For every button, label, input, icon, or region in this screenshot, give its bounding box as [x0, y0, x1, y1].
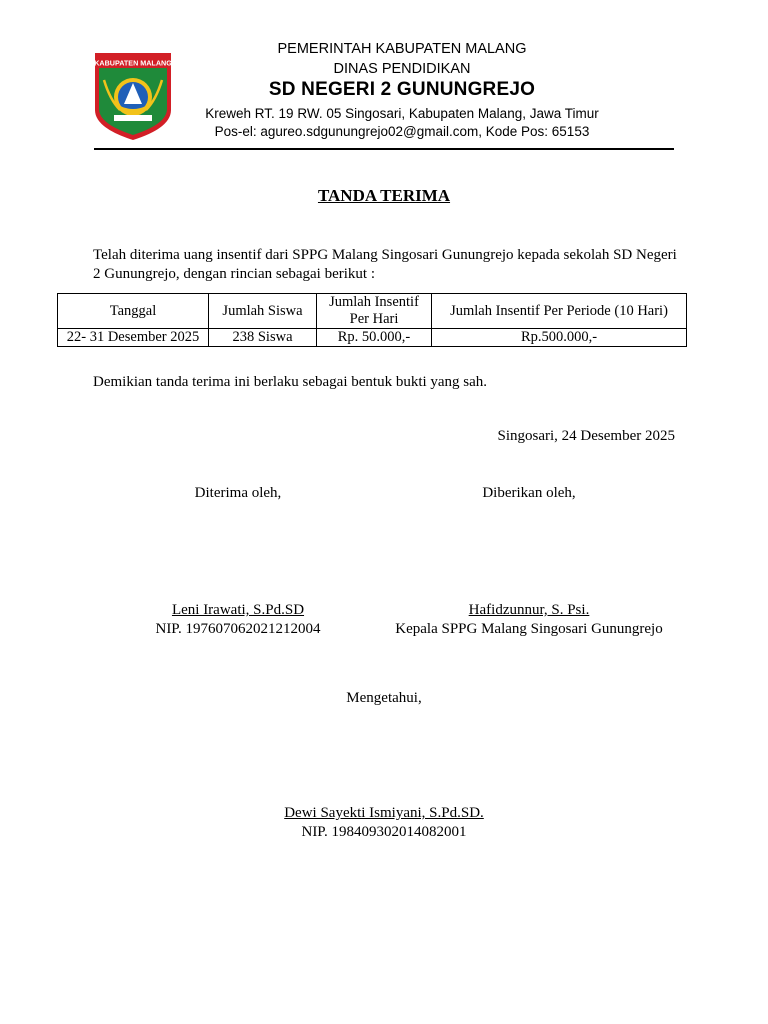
- giver-caption: Diberikan oleh,: [482, 485, 576, 501]
- cell-date: 22- 31 Desember 2025: [58, 329, 209, 347]
- svg-text:KABUPATEN MALANG: KABUPATEN MALANG: [94, 58, 172, 68]
- table-row: [58, 329, 687, 347]
- column-header-daily-incentive: Jumlah Insentif Per Hari: [317, 294, 432, 329]
- detail-table: [57, 293, 687, 347]
- acknowledger-nip: NIP. 198409302014082001: [301, 824, 467, 840]
- receiver-caption: Diterima oleh,: [194, 485, 282, 501]
- letterhead-email: Pos-el: agureo.sdgunungrejo02@gmail.com, Kode Pos: 65153: [214, 124, 590, 139]
- acknowledger-name: Dewi Sayekti Ismiyani, S.Pd.SD.: [284, 805, 484, 821]
- letterhead-school-name: SD NEGERI 2 GUNUNGREJO: [268, 79, 536, 100]
- column-header-period-incentive: Jumlah Insentif Per Periode (10 Hari): [432, 294, 687, 329]
- cell-period-incentive: Rp.500.000,-: [432, 329, 687, 347]
- table-header-row: [58, 294, 687, 329]
- receiver-name: Leni Irawati, S.Pd.SD: [171, 602, 305, 618]
- place-date: Singosari, 24 Desember 2025: [497, 428, 675, 444]
- letterhead-divider: [94, 148, 674, 150]
- giver-signature-block: [384, 601, 674, 639]
- column-header-student-count: Jumlah Siswa: [209, 294, 317, 329]
- giver-position: Kepala SPPG Malang Singosari Gunungrejo: [395, 621, 663, 637]
- acknowledger-signature-block: [234, 804, 534, 842]
- receiver-signature-block: [113, 601, 363, 639]
- intro-paragraph: Telah diterima uang insentif dari SPPG Malang Singosari Gunungrejo kepada sekolah SD Negeri 2 Gunungrejo, dengan rincian sebagai berikut :: [93, 247, 677, 282]
- giver-name: Hafidzunnur, S. Psi.: [468, 602, 590, 618]
- acknowledger-caption: Mengetahui,: [346, 690, 422, 706]
- letterhead-government: PEMERINTAH KABUPATEN MALANG: [277, 41, 527, 57]
- document-title: TANDA TERIMA: [317, 186, 451, 205]
- closing-paragraph: Demikian tanda terima ini berlaku sebagai bentuk bukti yang sah.: [93, 374, 488, 390]
- letterhead-address: Kreweh RT. 19 RW. 05 Singosari, Kabupaten Malang, Jawa Timur: [205, 106, 599, 121]
- receiver-nip: NIP. 197607062021212004: [155, 621, 321, 637]
- letterhead-agency: DINAS PENDIDIKAN: [333, 61, 471, 77]
- column-header-date: Tanggal: [58, 294, 209, 329]
- cell-daily-incentive: Rp. 50.000,-: [317, 329, 432, 347]
- cell-student-count: 238 Siswa: [209, 329, 317, 347]
